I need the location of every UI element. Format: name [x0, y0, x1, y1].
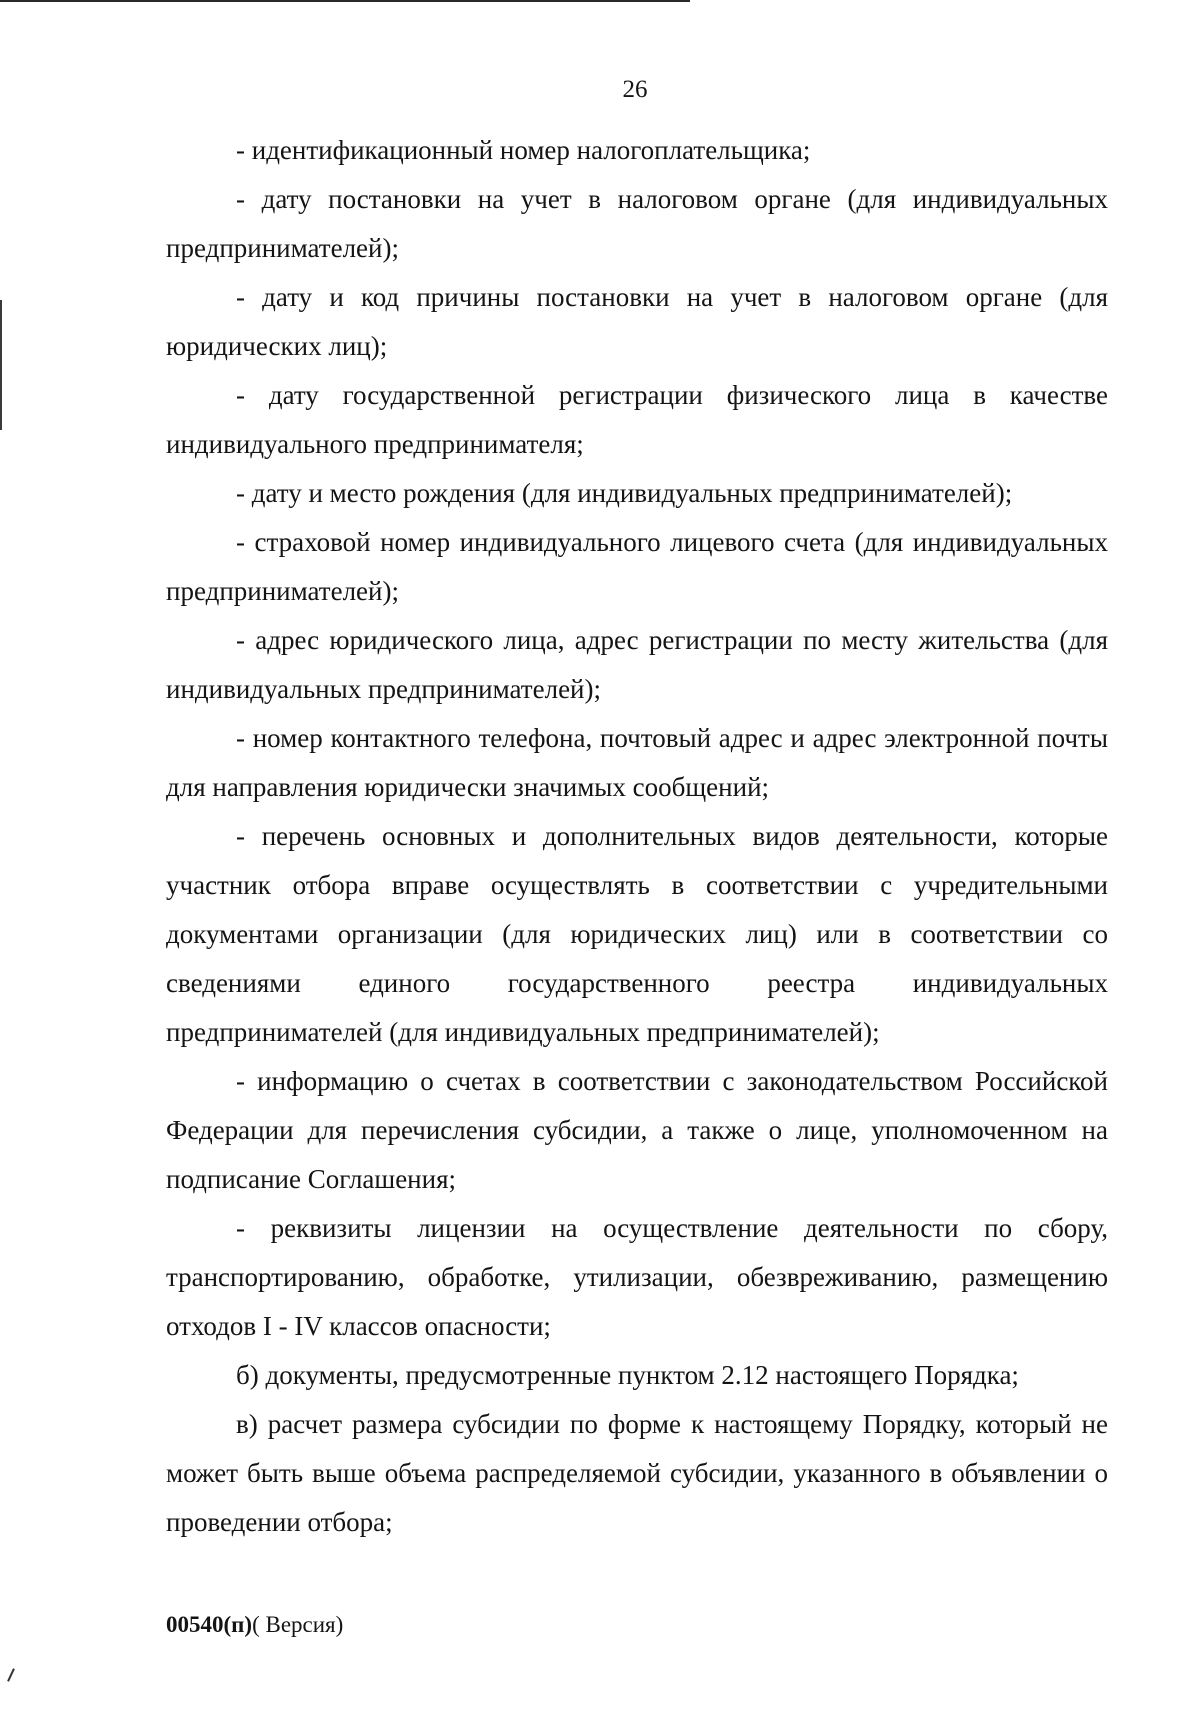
scan-edge-left	[0, 300, 2, 430]
paragraph-license-details: - реквизиты лицензии на осуществление деятельности по сбору, транспортированию, обработке, утилизации, обезвреживанию, размещению отходов I - IV классов опасности;	[166, 1213, 1108, 1341]
paragraph-address: - адрес юридического лица, адрес регистрации по месту жительства (для индивидуальных предпринимателей);	[166, 625, 1108, 704]
paragraph-activity-types: - перечень основных и дополнительных видов деятельности, которые участник отбора вправе осуществлять в соответствии с учредительными документами организации (для юридических лиц) или в соответствии со сведениями единого государственного реестра индивидуальных предпринимателей (для индивидуальных предпринимателей);	[166, 821, 1108, 1047]
page-number: 26	[622, 76, 648, 103]
paragraph-documents: б) документы, предусмотренные пунктом 2.12 настоящего Порядка;	[236, 1360, 1019, 1390]
paragraph-subsidy-calculation: в) расчет размера субсидии по форме к настоящему Порядку, который не может быть выше объема распределяемой субсидии, указанного в объявлении о проведении отбора;	[166, 1409, 1108, 1537]
scan-edge-top	[0, 0, 690, 2]
paragraph-state-registration-date: - дату государственной регистрации физического лица в качестве индивидуального предпринимателя;	[166, 380, 1108, 459]
paragraph-birth-date-place: - дату и место рождения (для индивидуальных предпринимателей);	[236, 478, 1013, 508]
scan-mark	[7, 1668, 15, 1682]
document-body	[166, 126, 1108, 1547]
paragraph-tax-registration-date: - дату постановки на учет в налоговом органе (для индивидуальных предпринимателей);	[166, 184, 1108, 263]
footer-code: 00540(п)	[166, 1612, 253, 1637]
footer-version: ( Версия)	[252, 1612, 344, 1637]
paragraph-bank-accounts: - информацию о счетах в соответствии с законодательством Российской Федерации для перечисления субсидии, а также о лице, уполномоченном на подписание Соглашения;	[166, 1066, 1108, 1194]
paragraph-registration-reason-code: - дату и код причины постановки на учет в налоговом органе (для юридических лиц);	[166, 282, 1108, 361]
paragraph-tax-id: - идентификационный номер налогоплательщика;	[236, 135, 811, 165]
document-footer	[166, 1612, 343, 1638]
paragraph-contacts: - номер контактного телефона, почтовый адрес и адрес электронной почты для направления юридически значимых сообщений;	[166, 723, 1108, 802]
paragraph-insurance-number: - страховой номер индивидуального лицевого счета (для индивидуальных предпринимателей);	[166, 527, 1108, 606]
